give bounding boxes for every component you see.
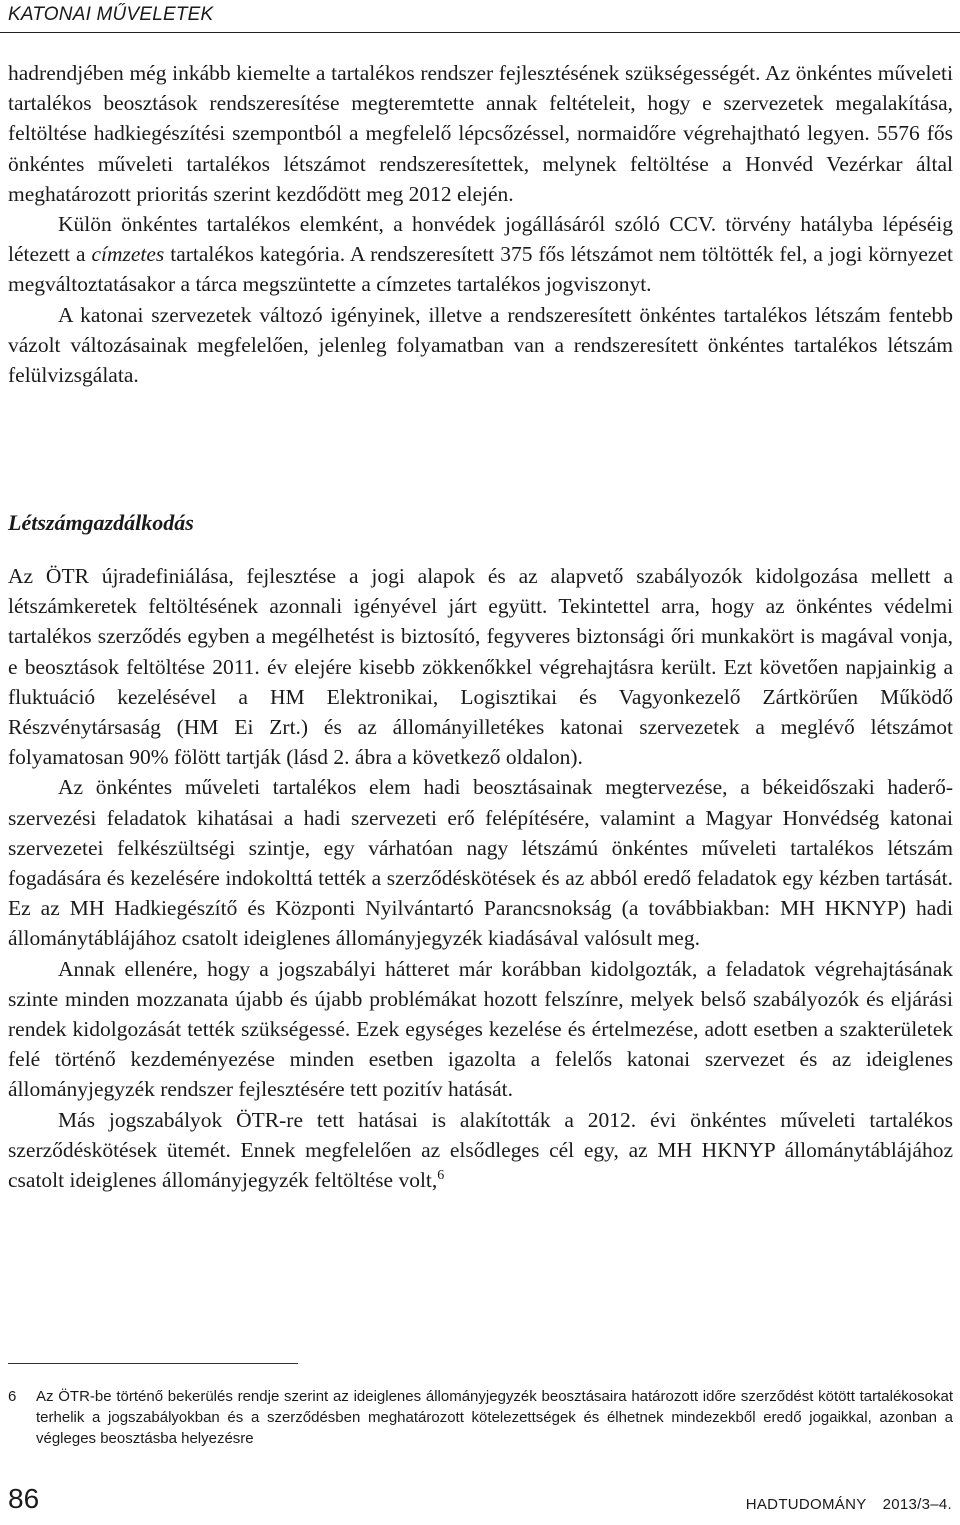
paragraph xyxy=(8,1105,953,1196)
page-number: 86 xyxy=(8,1483,40,1514)
footnote-separator xyxy=(8,1363,298,1364)
paragraph: A katonai szervezetek változó igényinek, illetve a rendszeresített önkéntes tartalékos létszám fentebb vázolt változásainak megfelelően, jelenleg folyamatban van a rendszeresített önkéntes tartalékos létszám felülvizsgálata. xyxy=(8,302,953,388)
journal-name: HADTUDOMÁNY xyxy=(745,1496,867,1513)
footnote xyxy=(8,1386,953,1449)
running-title: KATONAI MŰVELETEK xyxy=(8,4,214,25)
text-run: Más jogszabályok ÖTR-re tett hatásai is alakították a 2012. évi önkéntes műveleti tartalékos szerződéskötések ütemét. Ennek megfelelően az elsődleges cél egy, az MH HKNYP állománytáblájához csatolt ideiglenes állományjegyzék feltöltése volt, xyxy=(8,1107,953,1193)
text-run: tartalékos kategória. A rendszeresített 375 fős létszámot nem töltötték fel, a jogi környezet megváltoztatásakor a tárca megszüntette a címzetes tartalékos jogviszonyt. xyxy=(8,242,953,297)
section2-text xyxy=(8,561,953,1195)
section-heading: Létszámgazdálkodás xyxy=(8,510,194,535)
footnote-number: 6 xyxy=(8,1388,17,1405)
paragraph: Az ÖTR újradefiniálása, fejlesztése a jogi alapok és az alapvető szabályozók kidolgozása mellett a létszámkeretek feltöltésének azonnali igényével járt együtt. Tekintettel arra, hogy az önkéntes védelmi tartalékos szerződés egyben a megélhetést is biztosító, fegyveres biztonsági őri munkakört is magával vonja, e beosztások feltöltése 2011. év elejére kisebb zökkenőkkel végrehajtásra került. Ezt követően napjainkig a fluktuáció kezelésével a HM Elektronikai, Logisztikai és Vagyonkezelő Zártkörűen Működő Részvénytársaság (HM Ei Zrt.) és az állományilletékes katonai szervezetek a meglévő létszámot folyamatosan 90% fölött tartják (lásd 2. ábra a következő oldalon). xyxy=(8,564,953,770)
section1-text xyxy=(8,58,953,390)
paragraph: Annak ellenére, hogy a jogszabályi hátteret már korábban kidolgozták, a feladatok végrehajtásának szinte minden mozzanata újabb és újabb problémákat hozott felszínre, melyek belső szabályozók és eljárási rendek kidolgozását tették szükségessé. Ezek egységes kezelése és értelmezése, adott esetben a szakterületek felé történő kezdeményezése minden esetben igazolta a felelős katonai szervezet és az ideiglenes állományjegyzék rendszer fejlesztésére tett pozitív hatását. xyxy=(8,956,953,1102)
journal-issue: 2013/3–4. xyxy=(882,1496,952,1513)
italic-term: címzetes xyxy=(91,242,165,267)
running-header xyxy=(0,0,960,33)
paragraph xyxy=(8,209,953,300)
footnote-reference[interactable]: 6 xyxy=(437,1167,445,1183)
journal-footer xyxy=(746,1496,952,1513)
footnote-text: Az ÖTR-be történő bekerülés rendje szerint az ideiglenes állományjegyzék beosztásaira határozott időre szerződést kötött tartalékosokat terhelik a jogszabályokban és a szerződésben meghatározott kötelezettségek és élhetnek mindezekből eredő jogaikkal, azonban a végleges beosztásba helyezésre xyxy=(36,1388,953,1447)
text-run: Külön önkéntes tartalékos elemként, a honvédek jogállásáról szóló CCV. törvény hatályba lépéséig létezett a xyxy=(8,212,953,267)
paragraph: hadrendjében még inkább kiemelte a tartalékos rendszer fejlesztésének szükségességét. Az önkéntes műveleti tartalékos beosztások rendszeresítése megteremtette annak feltételeit, hogy e szervezetek megalakítása, feltöltése hadkiegészítési szempontból a megfelelő lépcsőzéssel, normaidőre végrehajtható legyen. 5576 fős önkéntes műveleti tartalékos létszámot rendszeresítettek, melynek feltöltése a Honvéd Vezérkar által meghatározott prioritás szerint kezdődött meg 2012 elején. xyxy=(8,61,953,206)
paragraph: Az önkéntes műveleti tartalékos elem hadi beosztásainak megtervezése, a békeidőszaki haderő-szervezési feladatok kihatásai a hadi szervezeti erő felépítésére, valamint a Magyar Honvédség katonai szervezetei felkészültségi szintje, egy várhatóan nagy létszámú önkéntes műveleti tartalékos létszám fogadására és kezelésére indokolttá tették a szerződéskötések és az abból eredő feladatok egy kézben tartását. Ez az MH Hadkiegészítő és Központi Nyilvántartó Parancsnokság (a továbbiakban: MH HKNYP) hadi állománytáblájához csatolt ideiglenes állományjegyzék kiadásával valósult meg. xyxy=(8,775,953,951)
